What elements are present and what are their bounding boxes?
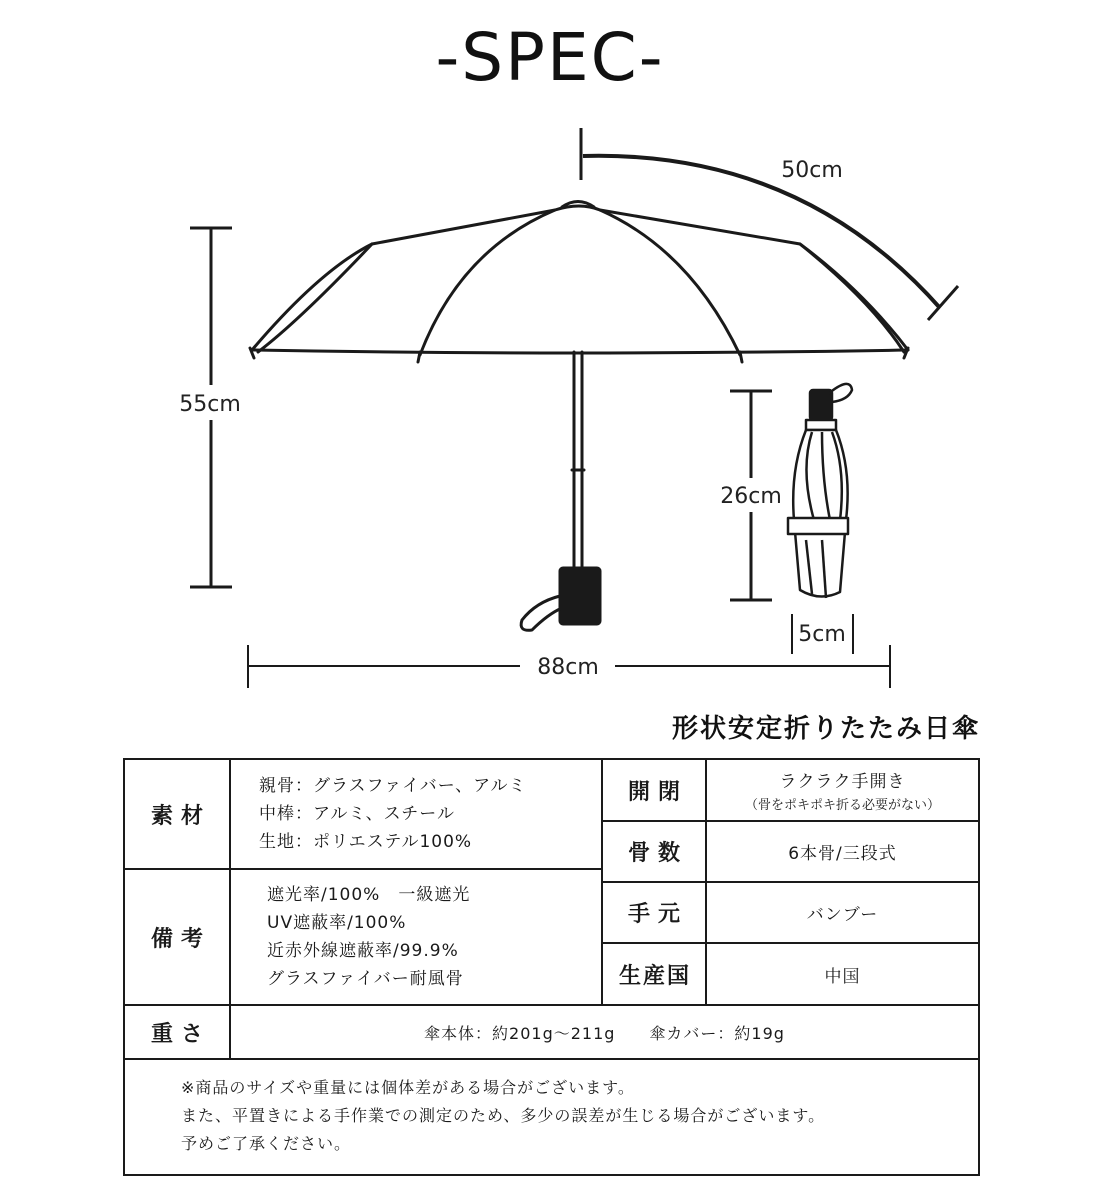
handle-value bbox=[707, 883, 978, 944]
material-value bbox=[231, 760, 601, 870]
handle-text: バンブー bbox=[806, 905, 879, 925]
notes-line: 近赤外線遮蔽率/99.9% bbox=[267, 941, 459, 961]
folded-umbrella-illustration bbox=[788, 384, 852, 598]
opening-sub: （骨をポキポキ折る必要がない） bbox=[744, 798, 940, 813]
folded-length-label: 26cm bbox=[720, 484, 782, 509]
spec-table bbox=[123, 758, 980, 1176]
origin-text: 中国 bbox=[824, 966, 861, 987]
notes-line: 遮光率/100% 一級遮光 bbox=[267, 885, 471, 905]
material-line: 生地：ポリエステル100% bbox=[259, 832, 473, 852]
open-width-label: 88cm bbox=[537, 655, 599, 680]
handle-label: 手元 bbox=[601, 883, 707, 944]
ribs-label: 骨数 bbox=[601, 822, 707, 883]
opening-label: 開閉 bbox=[601, 760, 707, 822]
ribs-value bbox=[707, 822, 978, 883]
disclaimer-line: ※商品のサイズや重量には個体差がある場合がございます。 bbox=[181, 1078, 635, 1097]
rib-length-dimension bbox=[581, 128, 958, 320]
notes-label: 備考 bbox=[125, 870, 231, 1006]
weight-text: 傘本体：約201g〜211g 傘カバー：約19g bbox=[424, 1023, 785, 1043]
folded-width-label: 5cm bbox=[798, 622, 846, 647]
weight-label: 重さ bbox=[125, 1006, 231, 1060]
opening-main: ラクラク手開き bbox=[779, 772, 906, 792]
material-label: 素材 bbox=[125, 760, 231, 870]
material-line: 親骨：グラスファイバー、アルミ bbox=[259, 776, 527, 796]
opening-value bbox=[707, 760, 978, 822]
disclaimer-line: また、平置きによる手作業での測定のため、多少の誤差が生じる場合がございます。 bbox=[181, 1106, 826, 1125]
product-name: 形状安定折りたたみ日傘 bbox=[671, 714, 980, 744]
origin-label: 生産国 bbox=[601, 944, 707, 1006]
disclaimer bbox=[125, 1060, 978, 1174]
notes-line: グラスファイバー耐風骨 bbox=[267, 969, 464, 989]
spec-title: -SPEC- bbox=[435, 19, 665, 96]
open-height-label: 55cm bbox=[179, 392, 241, 417]
notes-value bbox=[231, 870, 601, 1006]
rib-length-label: 50cm bbox=[781, 158, 843, 183]
weight-value bbox=[231, 1006, 978, 1060]
notes-line: UV遮蔽率/100% bbox=[267, 913, 407, 933]
origin-value bbox=[707, 944, 978, 1006]
disclaimer-line: 予めご了承ください。 bbox=[181, 1134, 352, 1153]
ribs-text: 6本骨/三段式 bbox=[788, 844, 897, 864]
material-line: 中棒：アルミ、スチール bbox=[259, 804, 455, 824]
